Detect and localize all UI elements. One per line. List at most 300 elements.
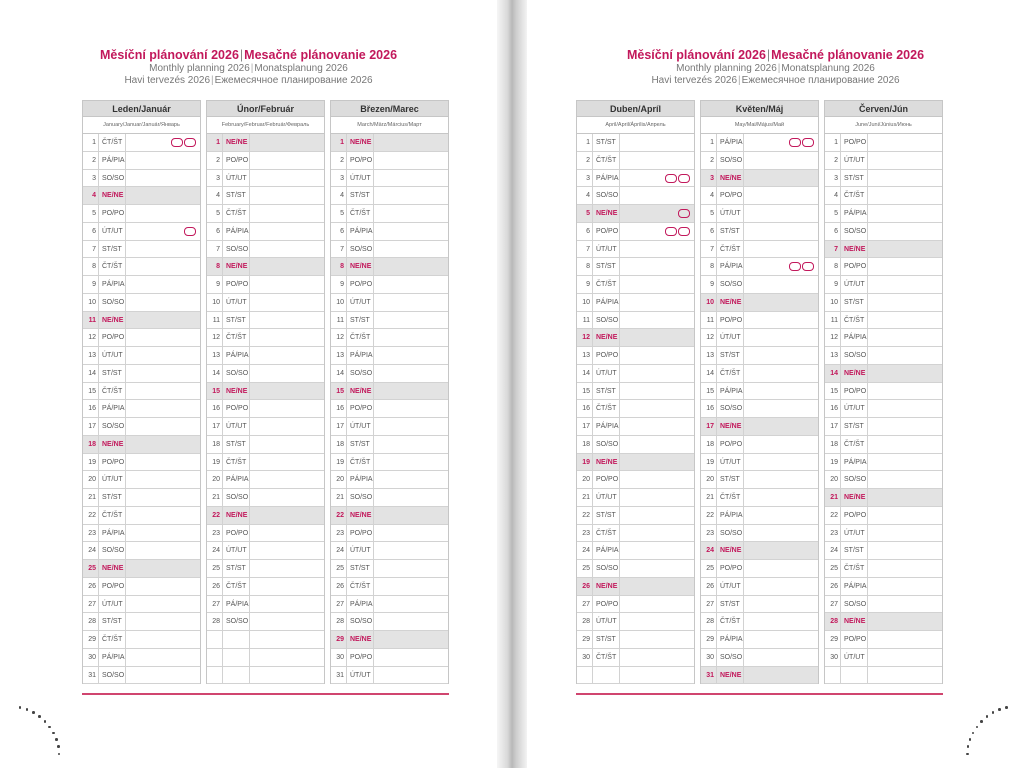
day-number: 2 — [331, 152, 347, 169]
weekday-abbr — [223, 649, 250, 666]
weekday-abbr: ČT/ŠT — [717, 365, 744, 382]
day-number: 20 — [701, 471, 717, 488]
title-sk: Mesačné plánovanie 2026 — [244, 48, 398, 62]
weekday-abbr — [593, 667, 620, 684]
day-row — [207, 187, 324, 205]
day-row — [577, 329, 694, 347]
day-number: 25 — [701, 560, 717, 577]
weekday-abbr: ČT/ŠT — [99, 383, 126, 400]
weekday-abbr: NE/NE — [593, 578, 620, 595]
weekday-abbr: ČT/ŠT — [223, 205, 250, 222]
weekday-abbr: NE/NE — [347, 134, 374, 151]
day-number: 6 — [701, 223, 717, 240]
day-number: 4 — [331, 187, 347, 204]
day-row — [701, 223, 818, 241]
day-number: 3 — [83, 170, 99, 187]
day-number: 24 — [207, 542, 223, 559]
weekday-abbr: SO/SO — [99, 542, 126, 559]
weekday-abbr: PÁ/PIA — [841, 205, 868, 222]
month-column — [576, 100, 695, 684]
day-row — [577, 152, 694, 170]
day-number: 28 — [825, 613, 841, 630]
weekday-abbr: ÚT/UT — [717, 454, 744, 471]
weekday-abbr: ČT/ŠT — [841, 312, 868, 329]
weekday-abbr: NE/NE — [99, 187, 126, 204]
weekday-abbr: SO/SO — [717, 400, 744, 417]
weekday-abbr: ST/ST — [593, 258, 620, 275]
day-row — [701, 383, 818, 401]
weekday-abbr: SO/SO — [347, 489, 374, 506]
day-number: 8 — [207, 258, 223, 275]
day-row — [701, 347, 818, 365]
day-number: 22 — [331, 507, 347, 524]
day-row — [331, 241, 448, 259]
book-gutter — [497, 0, 527, 768]
day-number: 18 — [83, 436, 99, 453]
day-number: 11 — [825, 312, 841, 329]
day-row — [701, 365, 818, 383]
day-row — [83, 471, 200, 489]
day-number: 2 — [577, 152, 593, 169]
month-column — [206, 100, 325, 684]
day-number — [207, 667, 223, 684]
day-row — [83, 631, 200, 649]
day-number: 27 — [577, 596, 593, 613]
weekday-abbr: ČT/ŠT — [223, 578, 250, 595]
day-row — [331, 223, 448, 241]
day-row — [825, 187, 942, 205]
day-number: 10 — [701, 294, 717, 311]
day-row — [701, 542, 818, 560]
day-row — [207, 525, 324, 543]
day-number: 27 — [701, 596, 717, 613]
weekday-abbr: ČT/ŠT — [99, 507, 126, 524]
weekday-abbr: ÚT/UT — [99, 347, 126, 364]
day-number: 2 — [207, 152, 223, 169]
sk-holiday-icon — [802, 262, 814, 271]
day-number: 11 — [577, 312, 593, 329]
day-row — [577, 365, 694, 383]
subtitle-hu-ru: Havi tervezés 2026|Ежемесячное планирование 2026 — [124, 75, 373, 86]
day-row — [701, 134, 818, 152]
day-row — [701, 258, 818, 276]
weekday-abbr: NE/NE — [593, 205, 620, 222]
day-row — [83, 542, 200, 560]
day-number: 19 — [825, 454, 841, 471]
day-number: 11 — [331, 312, 347, 329]
day-number: 9 — [701, 276, 717, 293]
day-number: 2 — [825, 152, 841, 169]
day-number: 5 — [331, 205, 347, 222]
day-row — [577, 525, 694, 543]
weekday-abbr: PÁ/PIA — [99, 276, 126, 293]
day-number: 8 — [577, 258, 593, 275]
day-row — [825, 436, 942, 454]
day-number: 13 — [701, 347, 717, 364]
weekday-abbr: PO/PO — [99, 329, 126, 346]
day-row — [577, 507, 694, 525]
day-number: 11 — [701, 312, 717, 329]
weekday-abbr: PÁ/PIA — [841, 578, 868, 595]
day-number: 25 — [577, 560, 593, 577]
weekday-abbr: NE/NE — [717, 418, 744, 435]
weekday-abbr: NE/NE — [347, 631, 374, 648]
subtitle-hu-ru: Havi tervezés 2026|Ежемесячное планирование 2026 — [651, 75, 900, 86]
weekday-abbr: ST/ST — [717, 347, 744, 364]
month-title: Březen/Marec — [330, 100, 449, 117]
weekday-abbr: ST/ST — [841, 294, 868, 311]
day-row — [331, 347, 448, 365]
day-number: 25 — [331, 560, 347, 577]
day-number: 13 — [331, 347, 347, 364]
day-number: 25 — [83, 560, 99, 577]
day-row — [331, 276, 448, 294]
day-number: 17 — [577, 418, 593, 435]
day-number: 6 — [83, 223, 99, 240]
weekday-abbr: ÚT/UT — [593, 489, 620, 506]
day-row — [83, 560, 200, 578]
weekday-abbr: ST/ST — [99, 489, 126, 506]
day-row — [83, 400, 200, 418]
weekday-abbr: PÁ/PIA — [717, 383, 744, 400]
day-row — [331, 489, 448, 507]
month-title: Červen/Jún — [824, 100, 943, 117]
day-number: 24 — [331, 542, 347, 559]
day-row — [701, 400, 818, 418]
day-number — [207, 631, 223, 648]
day-number: 1 — [207, 134, 223, 151]
day-row — [701, 489, 818, 507]
weekday-abbr: PO/PO — [347, 400, 374, 417]
weekday-abbr: ST/ST — [347, 436, 374, 453]
day-row — [207, 542, 324, 560]
day-number: 21 — [701, 489, 717, 506]
month-title: Duben/Apríl — [576, 100, 695, 117]
weekday-abbr: SO/SO — [593, 436, 620, 453]
day-number: 9 — [331, 276, 347, 293]
weekday-abbr: PÁ/PIA — [223, 223, 250, 240]
day-row — [83, 152, 200, 170]
day-row — [825, 329, 942, 347]
day-number: 20 — [331, 471, 347, 488]
weekday-abbr: ČT/ŠT — [717, 241, 744, 258]
day-number: 11 — [83, 312, 99, 329]
day-number: 21 — [825, 489, 841, 506]
weekday-abbr: ÚT/UT — [717, 329, 744, 346]
day-number: 12 — [83, 329, 99, 346]
weekday-abbr: ST/ST — [347, 560, 374, 577]
weekday-abbr: ST/ST — [223, 560, 250, 577]
weekday-abbr: SO/SO — [717, 152, 744, 169]
day-number: 28 — [577, 613, 593, 630]
day-number: 1 — [83, 134, 99, 151]
day-row — [577, 205, 694, 223]
day-number: 21 — [207, 489, 223, 506]
day-row — [331, 312, 448, 330]
day-number: 14 — [83, 365, 99, 382]
sk-holiday-icon — [802, 138, 814, 147]
day-row — [83, 294, 200, 312]
weekday-abbr: PÁ/PIA — [593, 294, 620, 311]
decorative-dots-right — [950, 700, 1020, 768]
day-number: 7 — [701, 241, 717, 258]
day-row — [331, 631, 448, 649]
weekday-abbr — [223, 667, 250, 684]
day-number: 29 — [83, 631, 99, 648]
day-number: 19 — [701, 454, 717, 471]
subtitle-hu: Havi tervezés 2026 — [124, 75, 211, 86]
cz-holiday-icon — [665, 227, 677, 236]
day-row — [83, 170, 200, 188]
day-row — [83, 489, 200, 507]
day-rows — [576, 134, 695, 684]
day-row — [83, 436, 200, 454]
weekday-abbr: NE/NE — [223, 134, 250, 151]
weekday-abbr: ČT/ŠT — [593, 649, 620, 666]
day-row — [331, 152, 448, 170]
subtitle-hu: Havi tervezés 2026 — [651, 75, 738, 86]
day-row — [207, 436, 324, 454]
weekday-abbr: ÚT/UT — [223, 418, 250, 435]
weekday-abbr: PO/PO — [593, 596, 620, 613]
day-number: 22 — [83, 507, 99, 524]
day-number: 18 — [207, 436, 223, 453]
weekday-abbr: SO/SO — [717, 649, 744, 666]
day-number: 23 — [825, 525, 841, 542]
day-row — [577, 312, 694, 330]
day-number: 15 — [331, 383, 347, 400]
day-row — [825, 205, 942, 223]
weekday-abbr: ÚT/UT — [99, 471, 126, 488]
day-number: 10 — [331, 294, 347, 311]
day-number: 30 — [577, 649, 593, 666]
day-row — [207, 294, 324, 312]
day-number: 8 — [83, 258, 99, 275]
day-number: 15 — [577, 383, 593, 400]
day-row — [577, 383, 694, 401]
month-column — [824, 100, 943, 684]
day-number: 29 — [577, 631, 593, 648]
day-row — [701, 436, 818, 454]
holiday-markers — [788, 138, 814, 147]
day-number: 23 — [701, 525, 717, 542]
day-number: 26 — [331, 578, 347, 595]
subtitle-en-de: Monthly planning 2026|Monatsplanung 2026 — [676, 63, 875, 74]
day-row — [331, 400, 448, 418]
weekday-abbr: PO/PO — [717, 312, 744, 329]
day-row — [577, 294, 694, 312]
day-row — [83, 241, 200, 259]
day-row — [577, 347, 694, 365]
weekday-abbr: ST/ST — [717, 471, 744, 488]
weekday-abbr: PO/PO — [593, 471, 620, 488]
day-number: 5 — [701, 205, 717, 222]
weekday-abbr: ČT/ŠT — [99, 631, 126, 648]
day-row — [83, 578, 200, 596]
day-row — [83, 649, 200, 667]
day-row — [207, 454, 324, 472]
sk-holiday-icon — [678, 174, 690, 183]
day-number: 28 — [701, 613, 717, 630]
page-header — [0, 48, 497, 87]
weekday-abbr: PO/PO — [347, 276, 374, 293]
holiday-markers — [677, 209, 690, 218]
day-number: 26 — [701, 578, 717, 595]
weekday-abbr: ÚT/UT — [347, 667, 374, 684]
day-number: 15 — [825, 383, 841, 400]
day-number: 16 — [83, 400, 99, 417]
decorative-dots-left — [8, 700, 78, 768]
day-row — [825, 525, 942, 543]
day-row — [83, 134, 200, 152]
weekday-abbr: SO/SO — [717, 525, 744, 542]
day-number: 4 — [825, 187, 841, 204]
day-row — [331, 596, 448, 614]
day-row — [207, 667, 324, 685]
day-row — [701, 294, 818, 312]
day-row — [331, 649, 448, 667]
day-row — [83, 258, 200, 276]
day-number: 10 — [83, 294, 99, 311]
day-row — [701, 276, 818, 294]
weekday-abbr: PO/PO — [99, 578, 126, 595]
day-number: 22 — [207, 507, 223, 524]
day-number: 9 — [577, 276, 593, 293]
day-row — [207, 596, 324, 614]
day-number: 31 — [701, 667, 717, 684]
weekday-abbr: PÁ/PIA — [593, 418, 620, 435]
day-row — [825, 241, 942, 259]
weekday-abbr: NE/NE — [841, 241, 868, 258]
day-number: 20 — [577, 471, 593, 488]
weekday-abbr: ST/ST — [593, 134, 620, 151]
weekday-abbr: PÁ/PIA — [347, 471, 374, 488]
subtitle-de: Monatsplanung 2026 — [781, 63, 875, 74]
day-row — [207, 560, 324, 578]
day-number: 1 — [577, 134, 593, 151]
weekday-abbr: SO/SO — [347, 365, 374, 382]
day-number: 3 — [577, 170, 593, 187]
month-subtitle: February/Februar/Február/Февраль — [206, 117, 325, 134]
day-number: 27 — [825, 596, 841, 613]
day-row — [701, 507, 818, 525]
weekday-abbr: SO/SO — [717, 276, 744, 293]
day-row — [331, 329, 448, 347]
day-row — [825, 507, 942, 525]
weekday-abbr: ČT/ŠT — [841, 187, 868, 204]
weekday-abbr: PO/PO — [223, 525, 250, 542]
weekday-abbr: SO/SO — [593, 312, 620, 329]
weekday-abbr: PO/PO — [593, 223, 620, 240]
holiday-markers — [664, 174, 690, 183]
weekday-abbr: NE/NE — [593, 329, 620, 346]
weekday-abbr: SO/SO — [99, 667, 126, 684]
weekday-abbr: PO/PO — [223, 276, 250, 293]
day-number: 24 — [577, 542, 593, 559]
day-number: 10 — [577, 294, 593, 311]
day-number: 12 — [701, 329, 717, 346]
day-row — [331, 418, 448, 436]
day-number: 3 — [207, 170, 223, 187]
weekday-abbr: ST/ST — [223, 436, 250, 453]
day-row — [331, 294, 448, 312]
right-page — [527, 0, 1024, 768]
weekday-abbr: NE/NE — [223, 507, 250, 524]
day-row — [577, 631, 694, 649]
day-number: 22 — [825, 507, 841, 524]
day-number: 3 — [825, 170, 841, 187]
day-number: 25 — [825, 560, 841, 577]
day-row — [207, 631, 324, 649]
bottom-rule — [82, 693, 449, 695]
weekday-abbr: ČT/ŠT — [347, 205, 374, 222]
day-number: 5 — [577, 205, 593, 222]
weekday-abbr: SO/SO — [593, 187, 620, 204]
weekday-abbr: ÚT/UT — [347, 170, 374, 187]
weekday-abbr: ÚT/UT — [593, 613, 620, 630]
weekday-abbr: PO/PO — [347, 649, 374, 666]
day-number: 7 — [825, 241, 841, 258]
weekday-abbr: PO/PO — [223, 400, 250, 417]
day-number: 17 — [83, 418, 99, 435]
weekday-abbr: PO/PO — [841, 134, 868, 151]
day-row — [207, 507, 324, 525]
day-number: 7 — [83, 241, 99, 258]
weekday-abbr: PO/PO — [593, 347, 620, 364]
day-row — [825, 152, 942, 170]
day-number: 15 — [207, 383, 223, 400]
day-number: 4 — [207, 187, 223, 204]
weekday-abbr: ÚT/UT — [841, 525, 868, 542]
day-number: 30 — [701, 649, 717, 666]
weekday-abbr: ÚT/UT — [99, 596, 126, 613]
holiday-markers — [170, 138, 196, 147]
day-number: 5 — [207, 205, 223, 222]
cz-holiday-icon — [789, 138, 801, 147]
day-row — [577, 542, 694, 560]
day-number: 17 — [207, 418, 223, 435]
day-row — [83, 667, 200, 685]
day-row — [701, 170, 818, 188]
day-number: 1 — [331, 134, 347, 151]
day-number: 31 — [83, 667, 99, 684]
day-row — [577, 649, 694, 667]
day-row — [577, 241, 694, 259]
weekday-abbr: ST/ST — [223, 312, 250, 329]
day-number: 28 — [83, 613, 99, 630]
weekday-abbr: PÁ/PIA — [99, 649, 126, 666]
day-number: 12 — [331, 329, 347, 346]
day-number — [207, 649, 223, 666]
day-row — [83, 596, 200, 614]
weekday-abbr: NE/NE — [223, 383, 250, 400]
day-row — [83, 223, 200, 241]
day-number: 13 — [207, 347, 223, 364]
weekday-abbr: ST/ST — [99, 241, 126, 258]
day-number: 27 — [331, 596, 347, 613]
weekday-abbr: PÁ/PIA — [593, 170, 620, 187]
day-row — [331, 667, 448, 685]
weekday-abbr: SO/SO — [841, 223, 868, 240]
day-number: 26 — [577, 578, 593, 595]
weekday-abbr: PO/PO — [717, 560, 744, 577]
day-row — [701, 241, 818, 259]
weekday-abbr: SO/SO — [841, 596, 868, 613]
weekday-abbr: PO/PO — [347, 152, 374, 169]
day-row — [331, 205, 448, 223]
day-row — [701, 649, 818, 667]
day-number: 23 — [83, 525, 99, 542]
